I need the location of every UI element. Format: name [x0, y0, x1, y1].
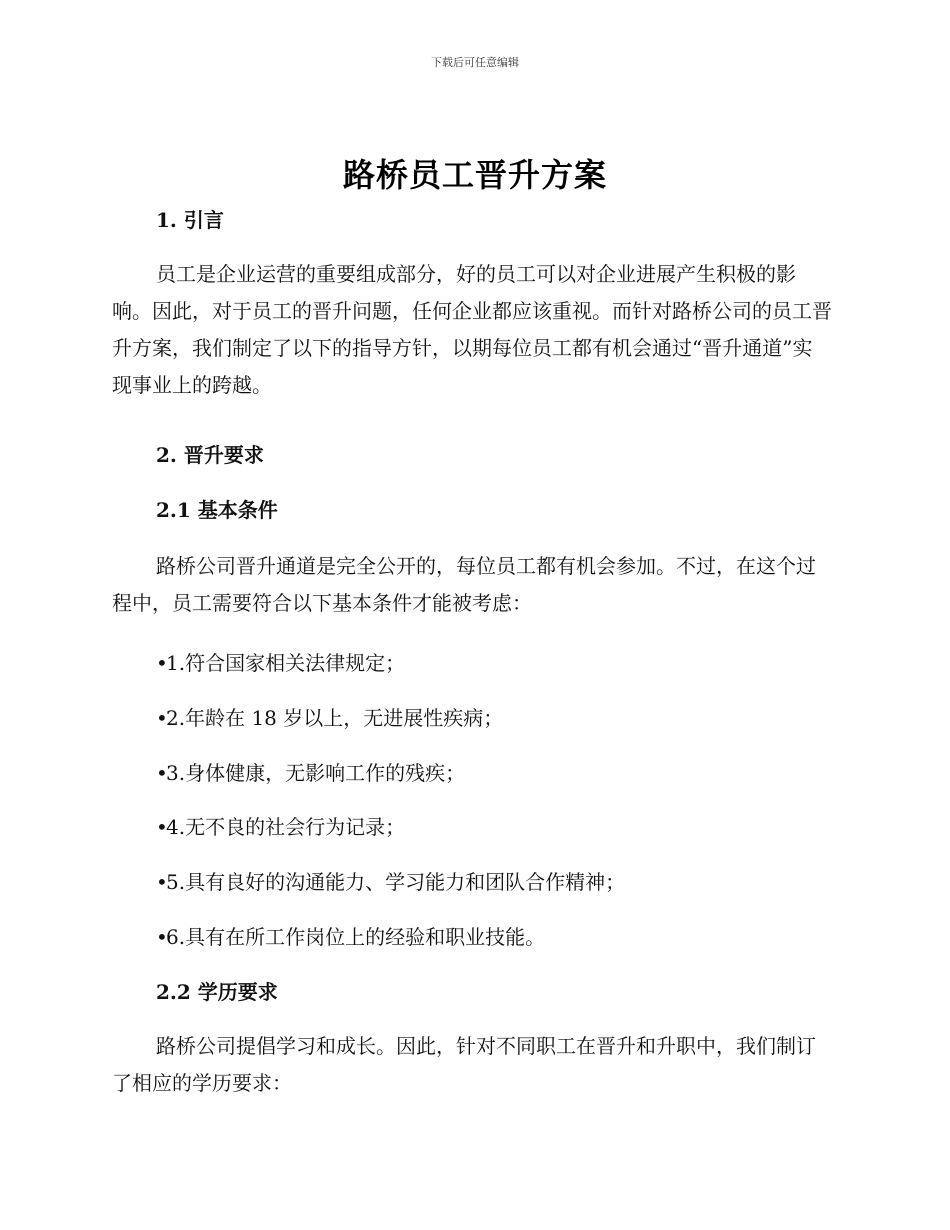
list-item-text: 4.无不良的社会行为记录；	[166, 815, 406, 839]
list-item	[156, 809, 836, 846]
list-item-text: 5.具有良好的沟通能力、学习能力和团队合作精神；	[166, 870, 626, 894]
bullet-icon: •	[156, 761, 168, 785]
bullet-icon: •	[156, 706, 168, 730]
document-title: 路桥员工晋升方案	[342, 156, 607, 194]
list-item-text: 3.身体健康，无影响工作的残疾；	[166, 761, 466, 785]
section-heading-requirements: 2. 晋升要求	[156, 443, 264, 467]
list-item	[156, 755, 836, 792]
paragraph-basic: 路桥公司晋升通道是完全公开的，每位员工都有机会参加。不过，在这个过程中，员工需要符合以下基本条件才能被考虑：	[112, 554, 816, 615]
bullet-icon: •	[156, 925, 168, 949]
list-item-text: 1.符合国家相关法律规定；	[166, 651, 406, 675]
header-note: 下载后可任意编辑	[431, 56, 519, 69]
bullet-icon: •	[156, 651, 168, 675]
bullet-icon: •	[156, 870, 168, 894]
list-item	[156, 864, 836, 901]
list-item-text: 6.具有在所工作岗位上的经验和职业技能。	[166, 925, 546, 949]
bullet-icon: •	[156, 815, 168, 839]
paragraph-intro: 员工是企业运营的重要组成部分，好的员工可以对企业进展产生积极的影响。因此，对于员工的晋升问题，任何企业都应该重视。而针对路桥公司的员工晋升方案，我们制定了以下的指导方针，以期每位员工都有机会通过“晋升通道”实现事业上的跨越。	[112, 262, 832, 397]
subsection-heading-education: 2.2 学历要求	[156, 980, 278, 1004]
list-item	[156, 919, 836, 956]
list-item	[156, 645, 836, 682]
section-heading-intro: 1. 引言	[156, 208, 224, 232]
list-item-text: 2.年龄在 18 岁以上，无进展性疾病；	[166, 706, 504, 730]
paragraph-education: 路桥公司提倡学习和成长。因此，针对不同职工在晋升和升职中，我们制订了相应的学历要求：	[112, 1034, 816, 1095]
subsection-heading-basic: 2.1 基本条件	[156, 498, 278, 522]
list-item	[156, 700, 836, 737]
